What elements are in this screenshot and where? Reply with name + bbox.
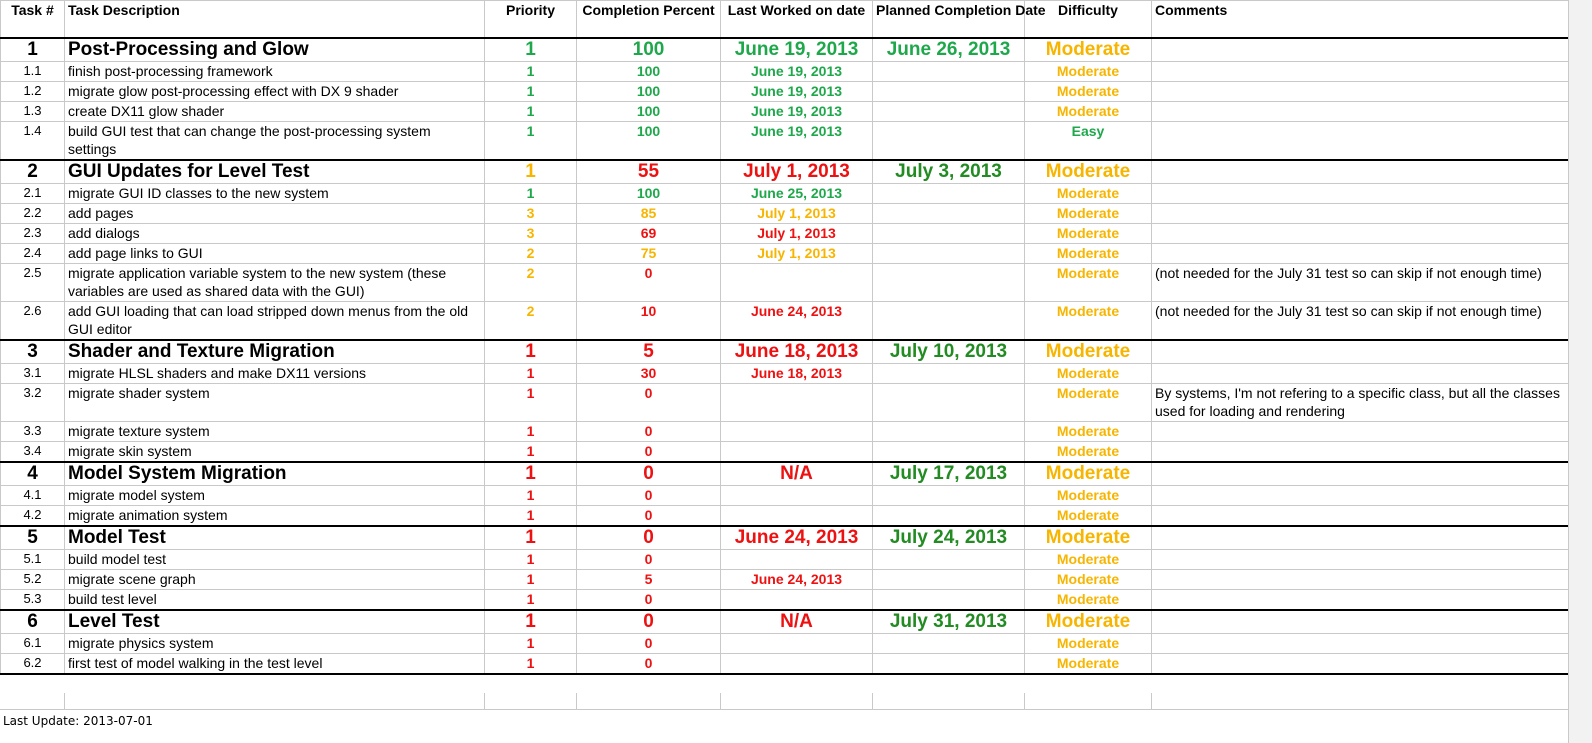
task-number-cell[interactable]: 3 <box>1 340 65 364</box>
task-description-cell[interactable]: migrate shader system <box>65 384 485 422</box>
completion-cell[interactable]: 100 <box>577 102 721 122</box>
last-worked-cell[interactable] <box>721 506 873 527</box>
last-worked-cell[interactable]: June 19, 2013 <box>721 102 873 122</box>
task-description-cell[interactable]: migrate GUI ID classes to the new system <box>65 184 485 204</box>
task-number-cell[interactable]: 1.3 <box>1 102 65 122</box>
comment-cell[interactable]: By systems, I'm not refering to a specific class, but all the classes used for loading and rendering <box>1152 384 1569 422</box>
difficulty-cell[interactable]: Easy <box>1025 122 1152 161</box>
task-number-cell[interactable]: 4 <box>1 462 65 486</box>
comment-cell[interactable]: (not needed for the July 31 test so can skip if not enough time) <box>1152 264 1569 302</box>
priority-cell[interactable]: 1 <box>485 102 577 122</box>
empty-row[interactable] <box>0 693 1568 710</box>
section-row <box>1 160 1569 184</box>
task-description-cell[interactable]: migrate scene graph <box>65 570 485 590</box>
task-number-cell[interactable]: 5 <box>1 526 65 550</box>
comment-cell[interactable] <box>1152 62 1569 82</box>
planned-date-cell[interactable] <box>873 364 1025 384</box>
task-number-cell[interactable]: 5.1 <box>1 550 65 570</box>
task-number-cell[interactable]: 4.2 <box>1 506 65 527</box>
task-number-cell[interactable]: 5.2 <box>1 570 65 590</box>
last-worked-cell[interactable] <box>721 264 873 302</box>
last-worked-cell[interactable]: June 19, 2013 <box>721 122 873 161</box>
task-row <box>1 302 1569 341</box>
completion-cell[interactable]: 100 <box>577 184 721 204</box>
task-row <box>1 550 1569 570</box>
last-worked-cell[interactable]: June 25, 2013 <box>721 184 873 204</box>
difficulty-cell[interactable]: Moderate <box>1025 462 1152 486</box>
planned-date-cell[interactable] <box>873 264 1025 302</box>
task-description-cell[interactable]: migrate model system <box>65 486 485 506</box>
task-description-cell[interactable]: Shader and Texture Migration <box>65 340 485 364</box>
planned-date-cell[interactable]: July 24, 2013 <box>873 526 1025 550</box>
task-description-cell[interactable]: migrate application variable system to the new system (these variables are used as shared data with the GUI) <box>65 264 485 302</box>
task-description-cell[interactable]: migrate HLSL shaders and make DX11 versions <box>65 364 485 384</box>
completion-cell[interactable]: 100 <box>577 38 721 62</box>
difficulty-cell[interactable]: Moderate <box>1025 184 1152 204</box>
task-rows <box>1 38 1569 674</box>
section-row <box>1 462 1569 486</box>
priority-cell[interactable]: 1 <box>485 160 577 184</box>
planned-date-cell[interactable]: July 31, 2013 <box>873 610 1025 634</box>
completion-cell[interactable]: 0 <box>577 384 721 422</box>
task-number-cell[interactable]: 2 <box>1 160 65 184</box>
completion-cell[interactable]: 0 <box>577 462 721 486</box>
task-description-cell[interactable]: Model Test <box>65 526 485 550</box>
comment-cell[interactable] <box>1152 590 1569 611</box>
comment-cell[interactable] <box>1152 82 1569 102</box>
priority-cell[interactable]: 1 <box>485 634 577 654</box>
completion-cell[interactable]: 0 <box>577 486 721 506</box>
difficulty-cell[interactable]: Moderate <box>1025 486 1152 506</box>
completion-cell[interactable]: 0 <box>577 506 721 527</box>
task-number-cell[interactable]: 1.2 <box>1 82 65 102</box>
planned-date-cell[interactable] <box>873 82 1025 102</box>
planned-date-cell[interactable] <box>873 122 1025 161</box>
header-comments[interactable]: Comments <box>1152 1 1569 39</box>
planned-date-cell[interactable] <box>873 442 1025 463</box>
planned-date-cell[interactable] <box>873 384 1025 422</box>
header-priority[interactable]: Priority <box>485 1 577 39</box>
last-worked-cell[interactable] <box>721 442 873 463</box>
last-worked-cell[interactable]: June 18, 2013 <box>721 364 873 384</box>
priority-cell[interactable]: 1 <box>485 590 577 611</box>
priority-cell[interactable]: 1 <box>485 122 577 161</box>
difficulty-cell[interactable]: Moderate <box>1025 38 1152 62</box>
task-number-cell[interactable]: 3.4 <box>1 442 65 463</box>
planned-date-cell[interactable] <box>873 550 1025 570</box>
priority-cell[interactable]: 1 <box>485 184 577 204</box>
task-description-cell[interactable]: add pages <box>65 204 485 224</box>
task-description-cell[interactable]: create DX11 glow shader <box>65 102 485 122</box>
task-number-cell[interactable]: 3.1 <box>1 364 65 384</box>
difficulty-cell[interactable]: Moderate <box>1025 364 1152 384</box>
difficulty-cell[interactable]: Moderate <box>1025 384 1152 422</box>
task-row <box>1 244 1569 264</box>
header-difficulty[interactable]: Difficulty <box>1025 1 1152 39</box>
completion-cell[interactable]: 85 <box>577 204 721 224</box>
task-description-cell[interactable]: add dialogs <box>65 224 485 244</box>
task-row <box>1 590 1569 611</box>
comment-cell[interactable] <box>1152 654 1569 675</box>
task-description-cell[interactable]: build test level <box>65 590 485 611</box>
completion-cell[interactable]: 0 <box>577 634 721 654</box>
task-number-cell[interactable]: 1.1 <box>1 62 65 82</box>
last-worked-cell[interactable] <box>721 634 873 654</box>
task-row <box>1 264 1569 302</box>
difficulty-cell[interactable]: Moderate <box>1025 526 1152 550</box>
task-number-cell[interactable]: 2.6 <box>1 302 65 341</box>
difficulty-cell[interactable]: Moderate <box>1025 506 1152 527</box>
priority-cell[interactable]: 1 <box>485 654 577 675</box>
comment-cell[interactable] <box>1152 422 1569 442</box>
last-worked-cell[interactable]: June 24, 2013 <box>721 302 873 341</box>
section-row <box>1 340 1569 364</box>
planned-date-cell[interactable]: July 10, 2013 <box>873 340 1025 364</box>
planned-date-cell[interactable] <box>873 224 1025 244</box>
priority-cell[interactable]: 2 <box>485 302 577 341</box>
last-worked-cell[interactable] <box>721 590 873 611</box>
task-number-cell[interactable]: 3.3 <box>1 422 65 442</box>
comment-cell[interactable] <box>1152 634 1569 654</box>
task-number-cell[interactable]: 2.5 <box>1 264 65 302</box>
priority-cell[interactable]: 1 <box>485 462 577 486</box>
difficulty-cell[interactable]: Moderate <box>1025 62 1152 82</box>
last-worked-cell[interactable]: July 1, 2013 <box>721 244 873 264</box>
comment-cell[interactable] <box>1152 160 1569 184</box>
last-worked-cell[interactable]: June 19, 2013 <box>721 38 873 62</box>
planned-date-cell[interactable]: July 3, 2013 <box>873 160 1025 184</box>
section-row <box>1 38 1569 62</box>
task-row <box>1 102 1569 122</box>
priority-cell[interactable]: 1 <box>485 82 577 102</box>
task-description-cell[interactable]: Model System Migration <box>65 462 485 486</box>
priority-cell[interactable]: 1 <box>485 384 577 422</box>
task-description-cell[interactable]: first test of model walking in the test level <box>65 654 485 675</box>
priority-cell[interactable]: 1 <box>485 526 577 550</box>
task-number-cell[interactable]: 6 <box>1 610 65 634</box>
task-description-cell[interactable]: add page links to GUI <box>65 244 485 264</box>
difficulty-cell[interactable]: Moderate <box>1025 340 1152 364</box>
completion-cell[interactable]: 75 <box>577 244 721 264</box>
comment-cell[interactable] <box>1152 38 1569 62</box>
task-description-cell[interactable]: migrate animation system <box>65 506 485 527</box>
task-number-cell[interactable]: 6.1 <box>1 634 65 654</box>
task-description-cell[interactable]: Post-Processing and Glow <box>65 38 485 62</box>
completion-cell[interactable]: 0 <box>577 590 721 611</box>
comment-cell[interactable]: (not needed for the July 31 test so can skip if not enough time) <box>1152 302 1569 341</box>
last-worked-cell[interactable]: June 24, 2013 <box>721 570 873 590</box>
difficulty-cell[interactable]: Moderate <box>1025 82 1152 102</box>
completion-cell[interactable]: 55 <box>577 160 721 184</box>
difficulty-cell[interactable]: Moderate <box>1025 204 1152 224</box>
header-completion[interactable]: Completion Percent <box>577 1 721 39</box>
comment-cell[interactable] <box>1152 102 1569 122</box>
sheet-edge <box>1568 0 1592 743</box>
comment-cell[interactable] <box>1152 224 1569 244</box>
comment-cell[interactable] <box>1152 550 1569 570</box>
last-worked-cell[interactable]: N/A <box>721 610 873 634</box>
planned-date-cell[interactable]: June 26, 2013 <box>873 38 1025 62</box>
completion-cell[interactable]: 100 <box>577 122 721 161</box>
task-description-cell[interactable]: migrate skin system <box>65 442 485 463</box>
task-description-cell[interactable]: migrate glow post-processing effect with DX 9 shader <box>65 82 485 102</box>
comment-cell[interactable] <box>1152 122 1569 161</box>
task-description-cell[interactable]: finish post-processing framework <box>65 62 485 82</box>
planned-date-cell[interactable] <box>873 506 1025 527</box>
comment-cell[interactable] <box>1152 610 1569 634</box>
task-number-cell[interactable]: 1.4 <box>1 122 65 161</box>
task-number-cell[interactable]: 4.1 <box>1 486 65 506</box>
priority-cell[interactable]: 1 <box>485 550 577 570</box>
planned-date-cell[interactable] <box>873 570 1025 590</box>
last-worked-cell[interactable]: N/A <box>721 462 873 486</box>
task-row <box>1 364 1569 384</box>
last-worked-cell[interactable]: June 18, 2013 <box>721 340 873 364</box>
difficulty-cell[interactable]: Moderate <box>1025 442 1152 463</box>
completion-cell[interactable]: 0 <box>577 654 721 675</box>
task-row <box>1 82 1569 102</box>
header-planned[interactable]: Planned Completion Date <box>873 1 1025 39</box>
completion-cell[interactable]: 30 <box>577 364 721 384</box>
comment-cell[interactable] <box>1152 486 1569 506</box>
priority-cell[interactable]: 1 <box>485 610 577 634</box>
difficulty-cell[interactable]: Moderate <box>1025 102 1152 122</box>
difficulty-cell[interactable]: Moderate <box>1025 244 1152 264</box>
header-row <box>1 1 1569 39</box>
difficulty-cell[interactable]: Moderate <box>1025 264 1152 302</box>
last-worked-cell[interactable]: June 19, 2013 <box>721 82 873 102</box>
priority-cell[interactable]: 3 <box>485 224 577 244</box>
task-description-cell[interactable]: Level Test <box>65 610 485 634</box>
comment-cell[interactable] <box>1152 462 1569 486</box>
comment-cell[interactable] <box>1152 570 1569 590</box>
last-worked-cell[interactable] <box>721 422 873 442</box>
comment-cell[interactable] <box>1152 184 1569 204</box>
completion-cell[interactable]: 5 <box>577 570 721 590</box>
comment-cell[interactable] <box>1152 244 1569 264</box>
task-description-cell[interactable]: migrate physics system <box>65 634 485 654</box>
difficulty-cell[interactable]: Moderate <box>1025 160 1152 184</box>
task-number-cell[interactable]: 1 <box>1 38 65 62</box>
task-row <box>1 204 1569 224</box>
task-row <box>1 442 1569 463</box>
task-row <box>1 384 1569 422</box>
planned-date-cell[interactable] <box>873 302 1025 341</box>
priority-cell[interactable]: 1 <box>485 422 577 442</box>
comment-cell[interactable] <box>1152 340 1569 364</box>
comment-cell[interactable] <box>1152 526 1569 550</box>
task-row <box>1 184 1569 204</box>
last-worked-cell[interactable] <box>721 550 873 570</box>
difficulty-cell[interactable]: Moderate <box>1025 610 1152 634</box>
completion-cell[interactable]: 0 <box>577 422 721 442</box>
planned-date-cell[interactable] <box>873 62 1025 82</box>
last-worked-cell[interactable]: July 1, 2013 <box>721 204 873 224</box>
last-worked-cell[interactable] <box>721 384 873 422</box>
section-row <box>1 610 1569 634</box>
priority-cell[interactable]: 2 <box>485 264 577 302</box>
task-number-cell[interactable]: 3.2 <box>1 384 65 422</box>
priority-cell[interactable]: 1 <box>485 340 577 364</box>
task-row <box>1 122 1569 161</box>
task-description-cell[interactable]: build GUI test that can change the post-processing system settings <box>65 122 485 161</box>
comment-cell[interactable] <box>1152 442 1569 463</box>
completion-cell[interactable]: 10 <box>577 302 721 341</box>
task-row <box>1 224 1569 244</box>
difficulty-cell[interactable]: Moderate <box>1025 634 1152 654</box>
last-worked-cell[interactable] <box>721 654 873 675</box>
last-worked-cell[interactable]: July 1, 2013 <box>721 160 873 184</box>
task-number-cell[interactable]: 2.1 <box>1 184 65 204</box>
task-row <box>1 506 1569 527</box>
last-update-note[interactable]: Last Update: 2013-07-01 <box>3 714 153 728</box>
planned-date-cell[interactable] <box>873 422 1025 442</box>
task-number-cell[interactable]: 2.2 <box>1 204 65 224</box>
completion-cell[interactable]: 0 <box>577 550 721 570</box>
task-description-cell[interactable]: migrate texture system <box>65 422 485 442</box>
header-last-worked[interactable]: Last Worked on date <box>721 1 873 39</box>
planned-date-cell[interactable] <box>873 102 1025 122</box>
priority-cell[interactable]: 2 <box>485 244 577 264</box>
priority-cell[interactable]: 1 <box>485 62 577 82</box>
planned-date-cell[interactable] <box>873 486 1025 506</box>
difficulty-cell[interactable]: Moderate <box>1025 224 1152 244</box>
priority-cell[interactable]: 1 <box>485 442 577 463</box>
task-row <box>1 570 1569 590</box>
task-row <box>1 654 1569 675</box>
completion-cell[interactable]: 0 <box>577 264 721 302</box>
priority-cell[interactable]: 1 <box>485 38 577 62</box>
section-row <box>1 526 1569 550</box>
task-row <box>1 634 1569 654</box>
planned-date-cell[interactable]: July 17, 2013 <box>873 462 1025 486</box>
task-row <box>1 62 1569 82</box>
planned-date-cell[interactable] <box>873 634 1025 654</box>
comment-cell[interactable] <box>1152 506 1569 527</box>
task-description-cell[interactable]: GUI Updates for Level Test <box>65 160 485 184</box>
priority-cell[interactable]: 1 <box>485 506 577 527</box>
difficulty-cell[interactable]: Moderate <box>1025 550 1152 570</box>
task-number-cell[interactable]: 2.4 <box>1 244 65 264</box>
completion-cell[interactable]: 69 <box>577 224 721 244</box>
difficulty-cell[interactable]: Moderate <box>1025 302 1152 341</box>
priority-cell[interactable]: 3 <box>485 204 577 224</box>
header-description[interactable]: Task Description <box>65 1 485 39</box>
priority-cell[interactable]: 1 <box>485 486 577 506</box>
comment-cell[interactable] <box>1152 364 1569 384</box>
planned-date-cell[interactable] <box>873 654 1025 675</box>
task-number-cell[interactable]: 6.2 <box>1 654 65 675</box>
comment-cell[interactable] <box>1152 204 1569 224</box>
difficulty-cell[interactable]: Moderate <box>1025 590 1152 611</box>
task-description-cell[interactable]: add GUI loading that can load stripped down menus from the old GUI editor <box>65 302 485 341</box>
task-row <box>1 422 1569 442</box>
completion-cell[interactable]: 0 <box>577 610 721 634</box>
last-worked-cell[interactable]: July 1, 2013 <box>721 224 873 244</box>
difficulty-cell[interactable]: Moderate <box>1025 654 1152 675</box>
difficulty-cell[interactable]: Moderate <box>1025 422 1152 442</box>
planned-date-cell[interactable] <box>873 244 1025 264</box>
priority-cell[interactable]: 1 <box>485 570 577 590</box>
last-worked-cell[interactable]: June 24, 2013 <box>721 526 873 550</box>
completion-cell[interactable]: 100 <box>577 82 721 102</box>
header-task-num[interactable]: Task # <box>1 1 65 39</box>
completion-cell[interactable]: 100 <box>577 62 721 82</box>
task-row <box>1 486 1569 506</box>
task-number-cell[interactable]: 5.3 <box>1 590 65 611</box>
last-worked-cell[interactable] <box>721 486 873 506</box>
planned-date-cell[interactable] <box>873 204 1025 224</box>
completion-cell[interactable]: 5 <box>577 340 721 364</box>
task-description-cell[interactable]: build model test <box>65 550 485 570</box>
completion-cell[interactable]: 0 <box>577 442 721 463</box>
priority-cell[interactable]: 1 <box>485 364 577 384</box>
difficulty-cell[interactable]: Moderate <box>1025 570 1152 590</box>
task-number-cell[interactable]: 2.3 <box>1 224 65 244</box>
planned-date-cell[interactable] <box>873 590 1025 611</box>
planned-date-cell[interactable] <box>873 184 1025 204</box>
completion-cell[interactable]: 0 <box>577 526 721 550</box>
last-worked-cell[interactable]: June 19, 2013 <box>721 62 873 82</box>
